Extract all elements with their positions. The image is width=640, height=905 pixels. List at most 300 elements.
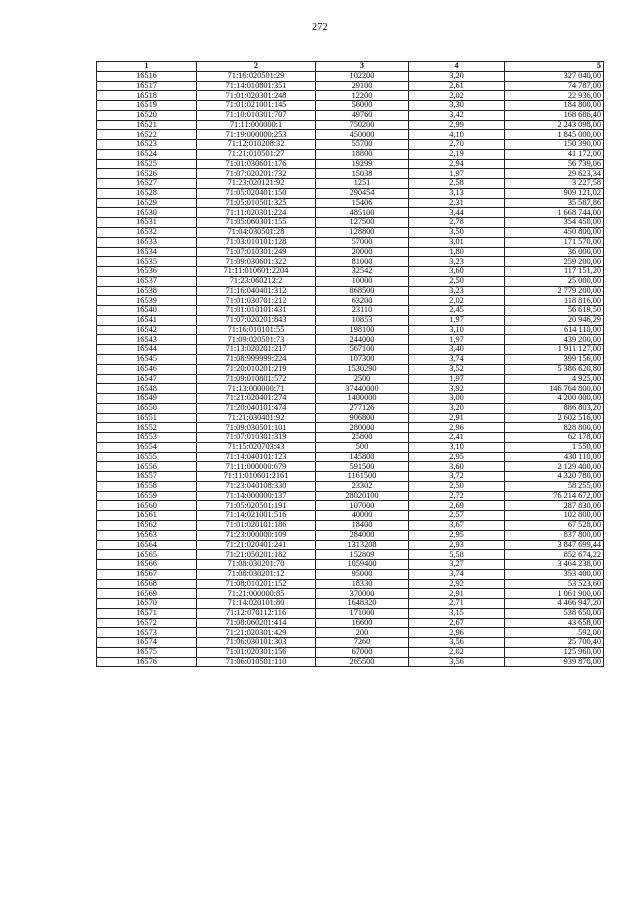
- table-row: [97, 208, 604, 218]
- table-cell: 2,58: [409, 179, 505, 189]
- table-cell: 71:14:000000:137: [197, 491, 316, 501]
- table-cell: 71:01:020101:186: [197, 520, 316, 530]
- table-cell: 56 619,50: [505, 306, 604, 316]
- table-cell: 53 523,60: [505, 579, 604, 589]
- table-cell: 71:12:010208:32: [197, 140, 316, 150]
- table-row: [97, 247, 604, 257]
- page-number: 272: [312, 22, 328, 33]
- table-cell: 2,99: [409, 120, 505, 130]
- table-cell: 71:01:020301:248: [197, 91, 316, 101]
- table-cell: 71:13:000000:71: [197, 384, 316, 394]
- column-header: 3: [316, 62, 409, 72]
- table-cell: 3,74: [409, 354, 505, 364]
- table-row: [97, 413, 604, 423]
- table-cell: 71:14:040101:123: [197, 452, 316, 462]
- table-row: [97, 364, 604, 374]
- table-cell: 16521: [97, 120, 197, 130]
- table-cell: 3 464 238,00: [505, 560, 604, 570]
- table-cell: 71:21:000000:85: [197, 589, 316, 599]
- table-cell: 71:19:000000:253: [197, 130, 316, 140]
- table-row: [97, 149, 604, 159]
- table-row: [97, 638, 604, 648]
- table-cell: 886 803,20: [505, 403, 604, 413]
- table-cell: 2,02: [409, 91, 505, 101]
- table-cell: 16547: [97, 374, 197, 384]
- table-cell: 327 040,00: [505, 71, 604, 81]
- table-cell: 2 129 400,00: [505, 462, 604, 472]
- table-row: [97, 374, 604, 384]
- table-row: [97, 130, 604, 140]
- table-cell: 71:05:020401:150: [197, 188, 316, 198]
- table-cell: 5,58: [409, 550, 505, 560]
- table-cell: 2,95: [409, 452, 505, 462]
- table-cell: 2,72: [409, 491, 505, 501]
- table-cell: 35 587,86: [505, 198, 604, 208]
- table-row: [97, 267, 604, 277]
- table-cell: 16575: [97, 647, 197, 657]
- table-row: [97, 188, 604, 198]
- table-cell: 439 200,00: [505, 335, 604, 345]
- table-cell: 16570: [97, 599, 197, 609]
- table-cell: 2,71: [409, 599, 505, 609]
- table-cell: 71:12:070112:116: [197, 608, 316, 618]
- table-cell: 32542: [316, 267, 409, 277]
- table-cell: 16574: [97, 638, 197, 648]
- table-cell: 71:09:020501:73: [197, 335, 316, 345]
- table-cell: 71:16:020501:29: [197, 71, 316, 81]
- table-cell: 102200: [316, 71, 409, 81]
- table-cell: 3,27: [409, 560, 505, 570]
- table-cell: 1313208: [316, 540, 409, 550]
- table-row: [97, 442, 604, 452]
- table-cell: 1 668 744,00: [505, 208, 604, 218]
- table-cell: 3,01: [409, 237, 505, 247]
- table-cell: 150 390,00: [505, 140, 604, 150]
- table-cell: 16517: [97, 81, 197, 91]
- table-cell: 5 386 620,80: [505, 364, 604, 374]
- table-cell: 22 936,00: [505, 91, 604, 101]
- table-cell: 3,74: [409, 569, 505, 579]
- table-cell: 3,56: [409, 638, 505, 648]
- table-cell: 1,97: [409, 315, 505, 325]
- table-cell: 71:23:000000:109: [197, 530, 316, 540]
- table-cell: 1648320: [316, 599, 409, 609]
- table-cell: 16533: [97, 237, 197, 247]
- table-row: [97, 599, 604, 609]
- table-cell: 1530290: [316, 364, 409, 374]
- table-cell: 16537: [97, 276, 197, 286]
- table-cell: 3,44: [409, 208, 505, 218]
- table-cell: 265500: [316, 657, 409, 667]
- table-cell: 16567: [97, 569, 197, 579]
- table-cell: 56 739,06: [505, 159, 604, 169]
- table-cell: 3,60: [409, 267, 505, 277]
- table-row: [97, 71, 604, 81]
- table-cell: 71:11:000000:1: [197, 120, 316, 130]
- table-cell: 71:16:040401:312: [197, 286, 316, 296]
- table-cell: 16526: [97, 169, 197, 179]
- table-cell: 71:13:020201:217: [197, 345, 316, 355]
- table-cell: 16552: [97, 423, 197, 433]
- table-cell: 3,23: [409, 286, 505, 296]
- table-row: [97, 306, 604, 316]
- table-cell: 71:03:010101:128: [197, 237, 316, 247]
- table-cell: 16538: [97, 286, 197, 296]
- table-cell: 71:01:010101:431: [197, 306, 316, 316]
- table-cell: 354 450,00: [505, 218, 604, 228]
- table-cell: 1 061 900,00: [505, 589, 604, 599]
- table-cell: 16534: [97, 247, 197, 257]
- table-cell: 71:23:040108:330: [197, 481, 316, 491]
- table-cell: 430 110,00: [505, 452, 604, 462]
- table-row: [97, 296, 604, 306]
- table-cell: 71:20:040101:474: [197, 403, 316, 413]
- table-row: [97, 354, 604, 364]
- table-cell: 2 243 098,00: [505, 120, 604, 130]
- table-row: [97, 120, 604, 130]
- table-cell: 3 847 699,44: [505, 540, 604, 550]
- table-cell: 15038: [316, 169, 409, 179]
- table-cell: 16555: [97, 452, 197, 462]
- table-cell: 71:11:010601:2204: [197, 267, 316, 277]
- table-header: [97, 62, 604, 72]
- table-row: [97, 560, 604, 570]
- table-cell: 71:16:010101:55: [197, 325, 316, 335]
- table-cell: 16544: [97, 345, 197, 355]
- table-cell: 19299: [316, 159, 409, 169]
- table-cell: 3,23: [409, 257, 505, 267]
- table-cell: 2,50: [409, 276, 505, 286]
- table-cell: 277126: [316, 403, 409, 413]
- table-cell: 4,10: [409, 130, 505, 140]
- table-cell: 71:11:020301:224: [197, 208, 316, 218]
- table-row: [97, 218, 604, 228]
- table-row: [97, 169, 604, 179]
- table-cell: 3,20: [409, 403, 505, 413]
- table-cell: 71:23:060212:2: [197, 276, 316, 286]
- table-cell: 16562: [97, 520, 197, 530]
- table-cell: 2,78: [409, 218, 505, 228]
- table-row: [97, 403, 604, 413]
- table-cell: 71:05:010501:325: [197, 198, 316, 208]
- table-cell: 16550: [97, 403, 197, 413]
- table-cell: 3,60: [409, 462, 505, 472]
- table-row: [97, 394, 604, 404]
- table-cell: 2,67: [409, 618, 505, 628]
- table-cell: 71:08:010201:152: [197, 579, 316, 589]
- table-cell: 3,92: [409, 384, 505, 394]
- table-cell: 16551: [97, 413, 197, 423]
- table-cell: 43 658,00: [505, 618, 604, 628]
- table-cell: 4 925,00: [505, 374, 604, 384]
- table-row: [97, 511, 604, 521]
- table-row: [97, 530, 604, 540]
- table-cell: 1 911 127,00: [505, 345, 604, 355]
- table-cell: 2,31: [409, 198, 505, 208]
- table-row: [97, 657, 604, 667]
- table-cell: 3,15: [409, 608, 505, 618]
- table-row: [97, 315, 604, 325]
- table-cell: 71:21:030401:92: [197, 413, 316, 423]
- table-cell: 280000: [316, 423, 409, 433]
- table-cell: 1 845 000,00: [505, 130, 604, 140]
- table-cell: 107300: [316, 354, 409, 364]
- table-cell: 16564: [97, 540, 197, 550]
- table-cell: 4 200 000,00: [505, 394, 604, 404]
- table-cell: 3,10: [409, 442, 505, 452]
- table-cell: 16576: [97, 657, 197, 667]
- table-cell: 16524: [97, 149, 197, 159]
- table-cell: 1251: [316, 179, 409, 189]
- table-row: [97, 589, 604, 599]
- table-cell: 23302: [316, 481, 409, 491]
- table-cell: 16516: [97, 71, 197, 81]
- table-row: [97, 491, 604, 501]
- table-cell: 71:08:030201:12: [197, 569, 316, 579]
- table-cell: 16545: [97, 354, 197, 364]
- table-cell: 2,96: [409, 423, 505, 433]
- table-cell: 184 800,00: [505, 101, 604, 111]
- table-cell: 16561: [97, 511, 197, 521]
- table-cell: 16557: [97, 472, 197, 482]
- table-cell: 2 779 200,00: [505, 286, 604, 296]
- table-cell: 567100: [316, 345, 409, 355]
- table-cell: 71:08:030201:70: [197, 560, 316, 570]
- table-cell: 1,97: [409, 335, 505, 345]
- table-row: [97, 472, 604, 482]
- table-cell: 16522: [97, 130, 197, 140]
- table-cell: 81000: [316, 257, 409, 267]
- table-cell: 939 870,00: [505, 657, 604, 667]
- table-cell: 102 800,00: [505, 511, 604, 521]
- table-cell: 71:09:010801:572: [197, 374, 316, 384]
- table-cell: 2,94: [409, 159, 505, 169]
- table-cell: 3,56: [409, 657, 505, 667]
- table-cell: 62 178,00: [505, 433, 604, 443]
- table-cell: 909 121,02: [505, 188, 604, 198]
- table-cell: 152809: [316, 550, 409, 560]
- table-cell: 3,30: [409, 101, 505, 111]
- table-row: [97, 179, 604, 189]
- table-cell: 71:14:010801:351: [197, 81, 316, 91]
- table-cell: 171000: [316, 608, 409, 618]
- table-cell: 25 700,40: [505, 638, 604, 648]
- table-cell: 614 110,00: [505, 325, 604, 335]
- table-cell: 450 800,00: [505, 228, 604, 238]
- table-cell: 284000: [316, 530, 409, 540]
- table-cell: 28020100: [316, 491, 409, 501]
- table-cell: 852 674,22: [505, 550, 604, 560]
- table-row: [97, 276, 604, 286]
- table-cell: 125 960,00: [505, 647, 604, 657]
- table-cell: 16543: [97, 335, 197, 345]
- table-cell: 1,97: [409, 169, 505, 179]
- table-cell: 145800: [316, 452, 409, 462]
- table-cell: 2,91: [409, 413, 505, 423]
- table-cell: 1400000: [316, 394, 409, 404]
- table-cell: 16556: [97, 462, 197, 472]
- table-cell: 244000: [316, 335, 409, 345]
- table-cell: 3,72: [409, 472, 505, 482]
- table-cell: 3,50: [409, 228, 505, 238]
- table-cell: 71:01:021001:145: [197, 101, 316, 111]
- table-cell: 71:14:021001:516: [197, 511, 316, 521]
- table-cell: 127500: [316, 218, 409, 228]
- table-cell: 58 255,00: [505, 481, 604, 491]
- table-cell: 49760: [316, 110, 409, 120]
- table-cell: 16532: [97, 228, 197, 238]
- column-header: 2: [197, 62, 316, 72]
- table-cell: 16553: [97, 433, 197, 443]
- table-cell: 12200: [316, 91, 409, 101]
- table-row: [97, 81, 604, 91]
- table-cell: 71:08:999999:224: [197, 354, 316, 364]
- table-cell: 41 172,00: [505, 149, 604, 159]
- table-cell: 71:15:020703:43: [197, 442, 316, 452]
- table-cell: 1,80: [409, 247, 505, 257]
- table-cell: 2,02: [409, 647, 505, 657]
- table-cell: 25 000,00: [505, 276, 604, 286]
- table-cell: 71:21:020401:241: [197, 540, 316, 550]
- table-cell: 353 400,00: [505, 569, 604, 579]
- table-cell: 71:05:020501:191: [197, 501, 316, 511]
- table-cell: 500: [316, 442, 409, 452]
- table-body: [97, 71, 604, 667]
- table-cell: 36 000,00: [505, 247, 604, 257]
- table-cell: 56000: [316, 101, 409, 111]
- table-cell: 107000: [316, 501, 409, 511]
- table-cell: 16571: [97, 608, 197, 618]
- table-cell: 20 946,29: [505, 315, 604, 325]
- table-cell: 16560: [97, 501, 197, 511]
- table-cell: 370000: [316, 589, 409, 599]
- table-cell: 29 623,34: [505, 169, 604, 179]
- table-cell: 837 800,00: [505, 530, 604, 540]
- table-cell: 2,57: [409, 511, 505, 521]
- table-cell: 67000: [316, 647, 409, 657]
- table-cell: 1059400: [316, 560, 409, 570]
- column-header: 5: [505, 62, 604, 72]
- table-cell: 71:07:020201:732: [197, 169, 316, 179]
- table-cell: 16541: [97, 315, 197, 325]
- table-cell: 71:05:060301:155: [197, 218, 316, 228]
- table-cell: 2,19: [409, 149, 505, 159]
- table-cell: 95000: [316, 569, 409, 579]
- table-row: [97, 452, 604, 462]
- table-cell: 16518: [97, 91, 197, 101]
- table-cell: 146 764 800,00: [505, 384, 604, 394]
- table-cell: 10853: [316, 315, 409, 325]
- table-cell: 7260: [316, 638, 409, 648]
- table-cell: 15406: [316, 198, 409, 208]
- table-cell: 71:21:050201:182: [197, 550, 316, 560]
- table-cell: 71:20:010201:219: [197, 364, 316, 374]
- table-cell: 450000: [316, 130, 409, 140]
- table-row: [97, 481, 604, 491]
- table-row: [97, 433, 604, 443]
- table-cell: 290454: [316, 188, 409, 198]
- table-row: [97, 159, 604, 169]
- table-row: [97, 520, 604, 530]
- table-cell: 16563: [97, 530, 197, 540]
- table-cell: 2,70: [409, 140, 505, 150]
- table-cell: 71:09:030501:101: [197, 423, 316, 433]
- table-cell: 2 602 516,00: [505, 413, 604, 423]
- table-row: [97, 110, 604, 120]
- table-cell: 16600: [316, 618, 409, 628]
- table-row: [97, 501, 604, 511]
- table-cell: 485100: [316, 208, 409, 218]
- table-cell: 71:21:020301:429: [197, 628, 316, 638]
- table-cell: 71:07:010301:319: [197, 433, 316, 443]
- table-cell: 16540: [97, 306, 197, 316]
- table-cell: 71:07:020201:843: [197, 315, 316, 325]
- table-row: [97, 237, 604, 247]
- table-cell: 71:01:030701:212: [197, 296, 316, 306]
- table-cell: 71:06:010501:110: [197, 657, 316, 667]
- table-cell: 16548: [97, 384, 197, 394]
- table-cell: 71:01:030601:176: [197, 159, 316, 169]
- table-cell: 2,69: [409, 501, 505, 511]
- table-cell: 906800: [316, 413, 409, 423]
- table-cell: 16546: [97, 364, 197, 374]
- table-row: [97, 618, 604, 628]
- table-cell: 40000: [316, 511, 409, 521]
- table-cell: 71:11:010601:2161: [197, 472, 316, 482]
- table-cell: 3 227,58: [505, 179, 604, 189]
- table-row: [97, 462, 604, 472]
- table-cell: 71:07:010301:249: [197, 247, 316, 257]
- table-cell: 259 200,00: [505, 257, 604, 267]
- header-row: [97, 62, 604, 72]
- table-cell: 399 156,00: [505, 354, 604, 364]
- table-row: [97, 608, 604, 618]
- table-cell: 168 686,40: [505, 110, 604, 120]
- table-row: [97, 91, 604, 101]
- table-cell: 16527: [97, 179, 197, 189]
- table-cell: 18800: [316, 149, 409, 159]
- table-row: [97, 345, 604, 355]
- table-cell: 3,42: [409, 110, 505, 120]
- table-cell: 71:23:020121:92: [197, 179, 316, 189]
- table-cell: 171 570,00: [505, 237, 604, 247]
- table-cell: 1,97: [409, 374, 505, 384]
- column-header: 4: [409, 62, 505, 72]
- table-cell: 4 320 780,00: [505, 472, 604, 482]
- table-cell: 16539: [97, 296, 197, 306]
- table-cell: 16559: [97, 491, 197, 501]
- table-cell: 592,00: [505, 628, 604, 638]
- table-cell: 16572: [97, 618, 197, 628]
- table-cell: 18330: [316, 579, 409, 589]
- table-row: [97, 286, 604, 296]
- table-cell: 71:11:000000:679: [197, 462, 316, 472]
- table-cell: 71:04:030501:28: [197, 228, 316, 238]
- table-cell: 2,02: [409, 296, 505, 306]
- table-cell: 71:09:030601:322: [197, 257, 316, 267]
- table-cell: 2,41: [409, 433, 505, 443]
- table-cell: 55700: [316, 140, 409, 150]
- table-row: [97, 228, 604, 238]
- table-cell: 2,95: [409, 530, 505, 540]
- table-cell: 2,50: [409, 481, 505, 491]
- table-cell: 16531: [97, 218, 197, 228]
- table-cell: 1 550,00: [505, 442, 604, 452]
- table-row: [97, 140, 604, 150]
- table-cell: 23110: [316, 306, 409, 316]
- table-cell: 16542: [97, 325, 197, 335]
- table-cell: 71:21:020401:274: [197, 394, 316, 404]
